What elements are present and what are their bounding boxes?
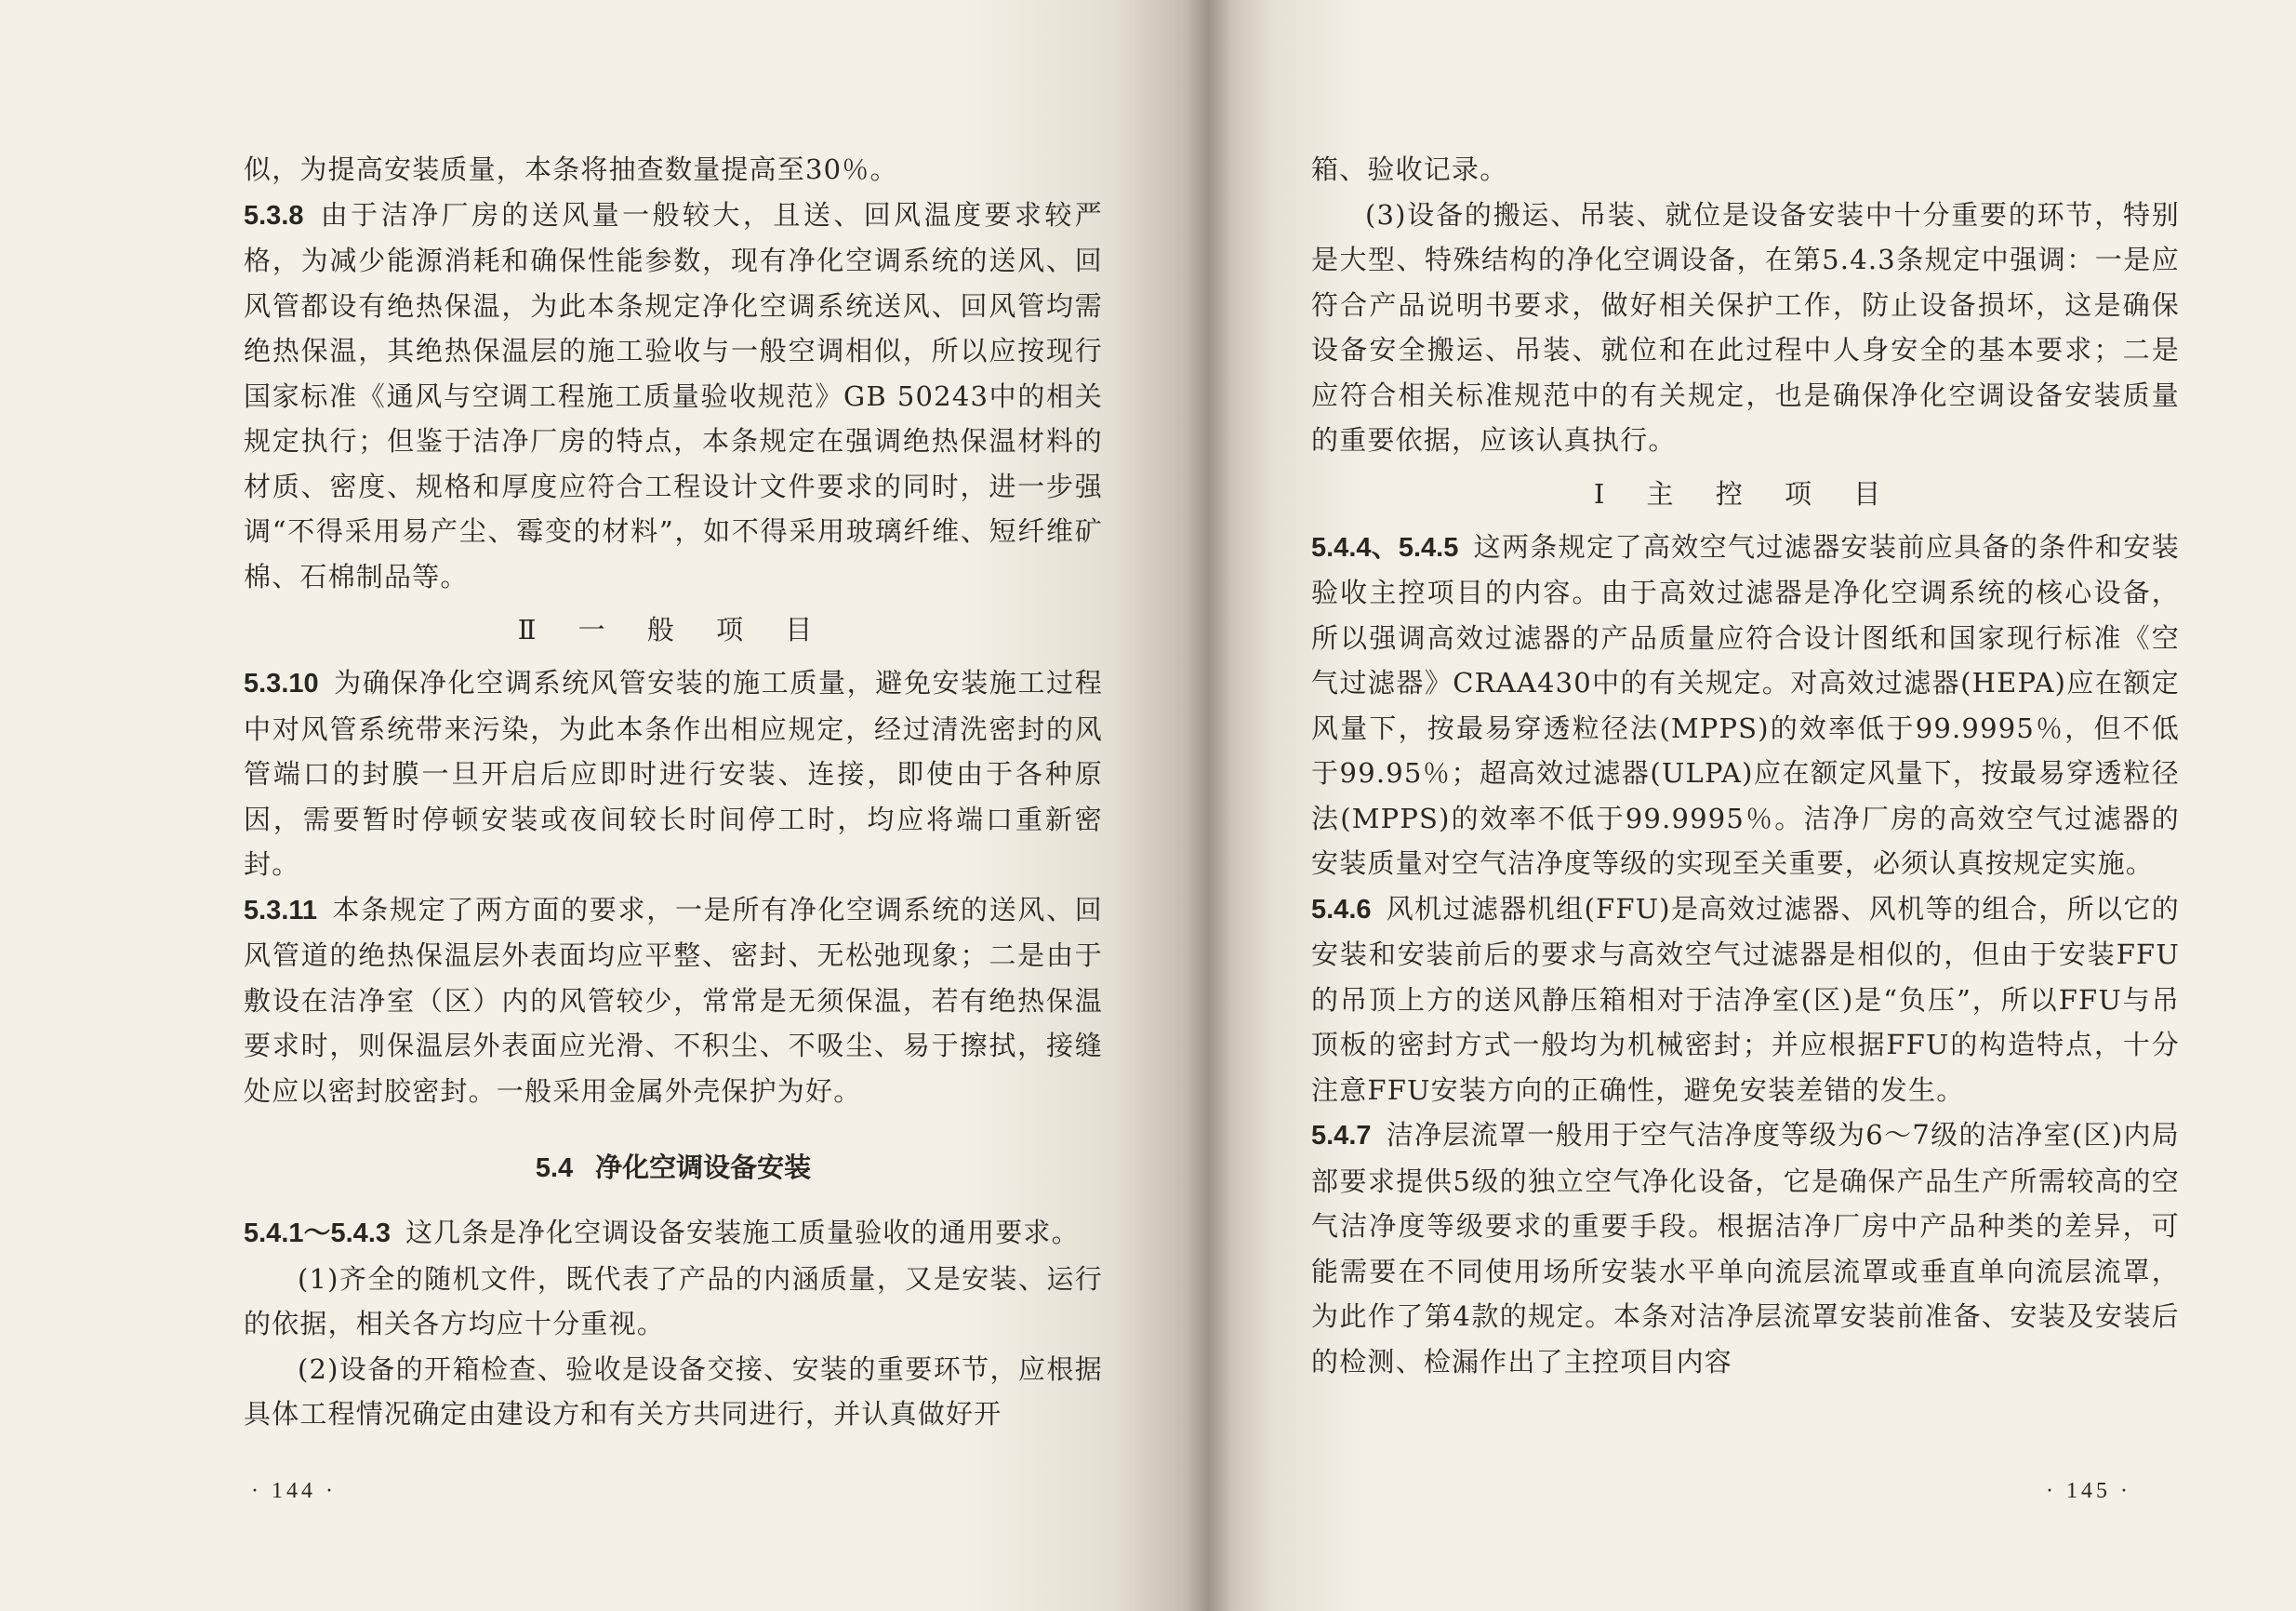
paragraph-text: 风机过滤器机组(FFU)是高效过滤器、风机等的组合，所以它的安装和安装前后的要求与高效空气过滤器是相似的，但由于安装FFU的吊顶上方的送风静压箱相对于洁净室(区)是“负压”，所以FFU与吊顶板的密封方式一般均为机械密封；并应根据FFU的构造特点，十分注意FFU安装方向的正确性，避免安装差错的发生。 xyxy=(1311,892,2180,1106)
paragraph-5-3-8 xyxy=(244,193,1103,600)
paragraph-continuation xyxy=(1311,147,2180,193)
left-text-block xyxy=(244,147,1103,1437)
page-number-right: · 145 · xyxy=(2046,1479,2131,1503)
paragraph-text: (1)齐全的随机文件，既代表了产品的内涵质量，又是安装、运行的依据，相关各方均应十分重视。 xyxy=(244,1262,1103,1339)
section-heading xyxy=(244,1145,1103,1192)
paragraph-text: 这几条是净化空调设备安装施工质量验收的通用要求。 xyxy=(405,1217,1080,1248)
clause-number: 5.4.4、5.4.5 xyxy=(1311,532,1459,563)
clause-number: 5.3.10 xyxy=(244,669,319,699)
page-number-left: · 144 · xyxy=(251,1479,337,1503)
paragraph-item-2 xyxy=(244,1347,1103,1437)
book-gutter-shadow xyxy=(1186,0,1232,1611)
clause-number: 5.4.7 xyxy=(1311,1121,1372,1151)
paragraph-5-3-11 xyxy=(244,887,1103,1114)
paragraph-text: 似，为提高安装质量，本条将抽查数量提高至30％。 xyxy=(244,153,898,185)
paragraph-5-4-7 xyxy=(1311,1112,2180,1384)
subheading-general-items: Ⅱ 一 般 项 目 xyxy=(517,614,829,646)
paragraph-text: 本条规定了两方面的要求，一是所有净化空调系统的送风、回风管道的绝热保温层外表面均应平整、密封、无松弛现象；二是由于敷设在洁净室（区）内的风管较少，常常是无须保温，若有绝热保温要求时，则保温层外表面应光滑、不积尘、不吸尘、易于擦拭，接缝处应以密封胶密封。一般采用金属外壳保护为好。 xyxy=(244,893,1103,1107)
paragraph-5-3-10 xyxy=(244,660,1103,887)
paragraph-text: 洁净层流罩一般用于空气洁净度等级为6～7级的洁净室(区)内局部要求提供5级的独立空气净化设备，它是确保产品生产所需较高的空气洁净度等级要求的重要手段。根据洁净厂房中产品种类的差异，可能需要在不同使用场所安装水平单向流层流罩或垂直单向流层流罩，为此作了第4款的规定。本条对洁净层流罩安装前准备、安装及安装后的检测、检漏作出了主控项目内容 xyxy=(1311,1119,2180,1378)
clause-number: 5.4.6 xyxy=(1311,894,1372,925)
clause-number: 5.4.1～5.4.3 xyxy=(244,1218,391,1248)
paragraph-text: 箱、验收记录。 xyxy=(1311,153,1508,185)
paragraph-text: (3)设备的搬运、吊装、就位是设备安装中十分重要的环节，特别是大型、特殊结构的净化空调设备，在第5.4.3条规定中强调：一是应符合产品说明书要求，做好相关保护工作，防止设备损坏，这是确保设备安全搬运、吊装、就位和在此过程中人身安全的基本要求；二是应符合相关标准规范中的有关规定，也是确保净化空调设备安装质量的重要依据，应该认真执行。 xyxy=(1311,198,2180,456)
clause-number: 5.3.8 xyxy=(244,200,304,231)
paragraph-text: (2)设备的开箱检查、验收是设备交接、安装的重要环节，应根据具体工程情况确定由建设方和有关方共同进行，并认真做好开 xyxy=(244,1352,1103,1430)
paragraph-text: 为确保净化空调系统风管安装的施工质量，避免安装施工过程中对风管系统带来污染，为此本条作出相应规定，经过清洗密封的风管端口的封膜一旦开启后应即时进行安装、连接，即使由于各种原因，需要暂时停顿安装或夜间较长时间停工时，均应将端口重新密封。 xyxy=(244,667,1103,880)
right-text-block xyxy=(1311,147,2180,1384)
paragraph-5-4-4-5-4-5 xyxy=(1311,525,2180,886)
clause-number: 5.3.11 xyxy=(244,895,318,925)
section-number: 5.4 xyxy=(535,1153,574,1183)
subheading-main-control-items: Ⅰ 主 控 项 目 xyxy=(1593,477,1898,510)
paragraph-5-4-1-to-5-4-3 xyxy=(244,1210,1103,1257)
right-page xyxy=(1209,0,2296,1611)
paragraph xyxy=(244,147,1103,193)
section-title: 净化空调设备安装 xyxy=(595,1153,812,1183)
paragraph-text: 这两条规定了高效空气过滤器安装前应具备的条件和安装验收主控项目的内容。由于高效过滤器是净化空调系统的核心设备，所以强调高效过滤器的产品质量应符合设计图纸和国家现行标准《空气过滤器》CRAA430中的有关规定。对高效过滤器(HEPA)应在额定风量下，按最易穿透粒径法(MPPS)的效率低于99.9995％，但不低于99.95％；超高效过滤器(ULPA)应在额定风量下，按最易穿透粒径法(MPPS)的效率不低于99.9995％。洁净厂房的高效空气过滤器的安装质量对空气洁净度等级的实现至关重要，必须认真按规定实施。 xyxy=(1311,530,2180,879)
paragraph-item-3 xyxy=(1311,193,2180,463)
paragraph-5-4-6 xyxy=(1311,886,2180,1113)
paragraph-item-1 xyxy=(244,1257,1103,1347)
paragraph-text: 由于洁净厂房的送风量一般较大，且送、回风温度要求较严格，为减少能源消耗和确保性能参数，现有净化空调系统的送风、回风管都设有绝热保温，为此本条规定净化空调系统送风、回风管均需绝热保温，其绝热保温层的施工验收与一般空调相似，所以应按现行国家标准《通风与空调工程施工质量验收规范》GB 50243中的相关规定执行；但鉴于洁净厂房的特点，本条规定在强调绝热保温材料的材质、密度、规格和厚度应符合工程设计文件要求的同时，进一步强调“不得采用易产尘、霉变的材料”，如不得采用玻璃纤维、短纤维矿棉、石棉制品等。 xyxy=(244,198,1103,592)
